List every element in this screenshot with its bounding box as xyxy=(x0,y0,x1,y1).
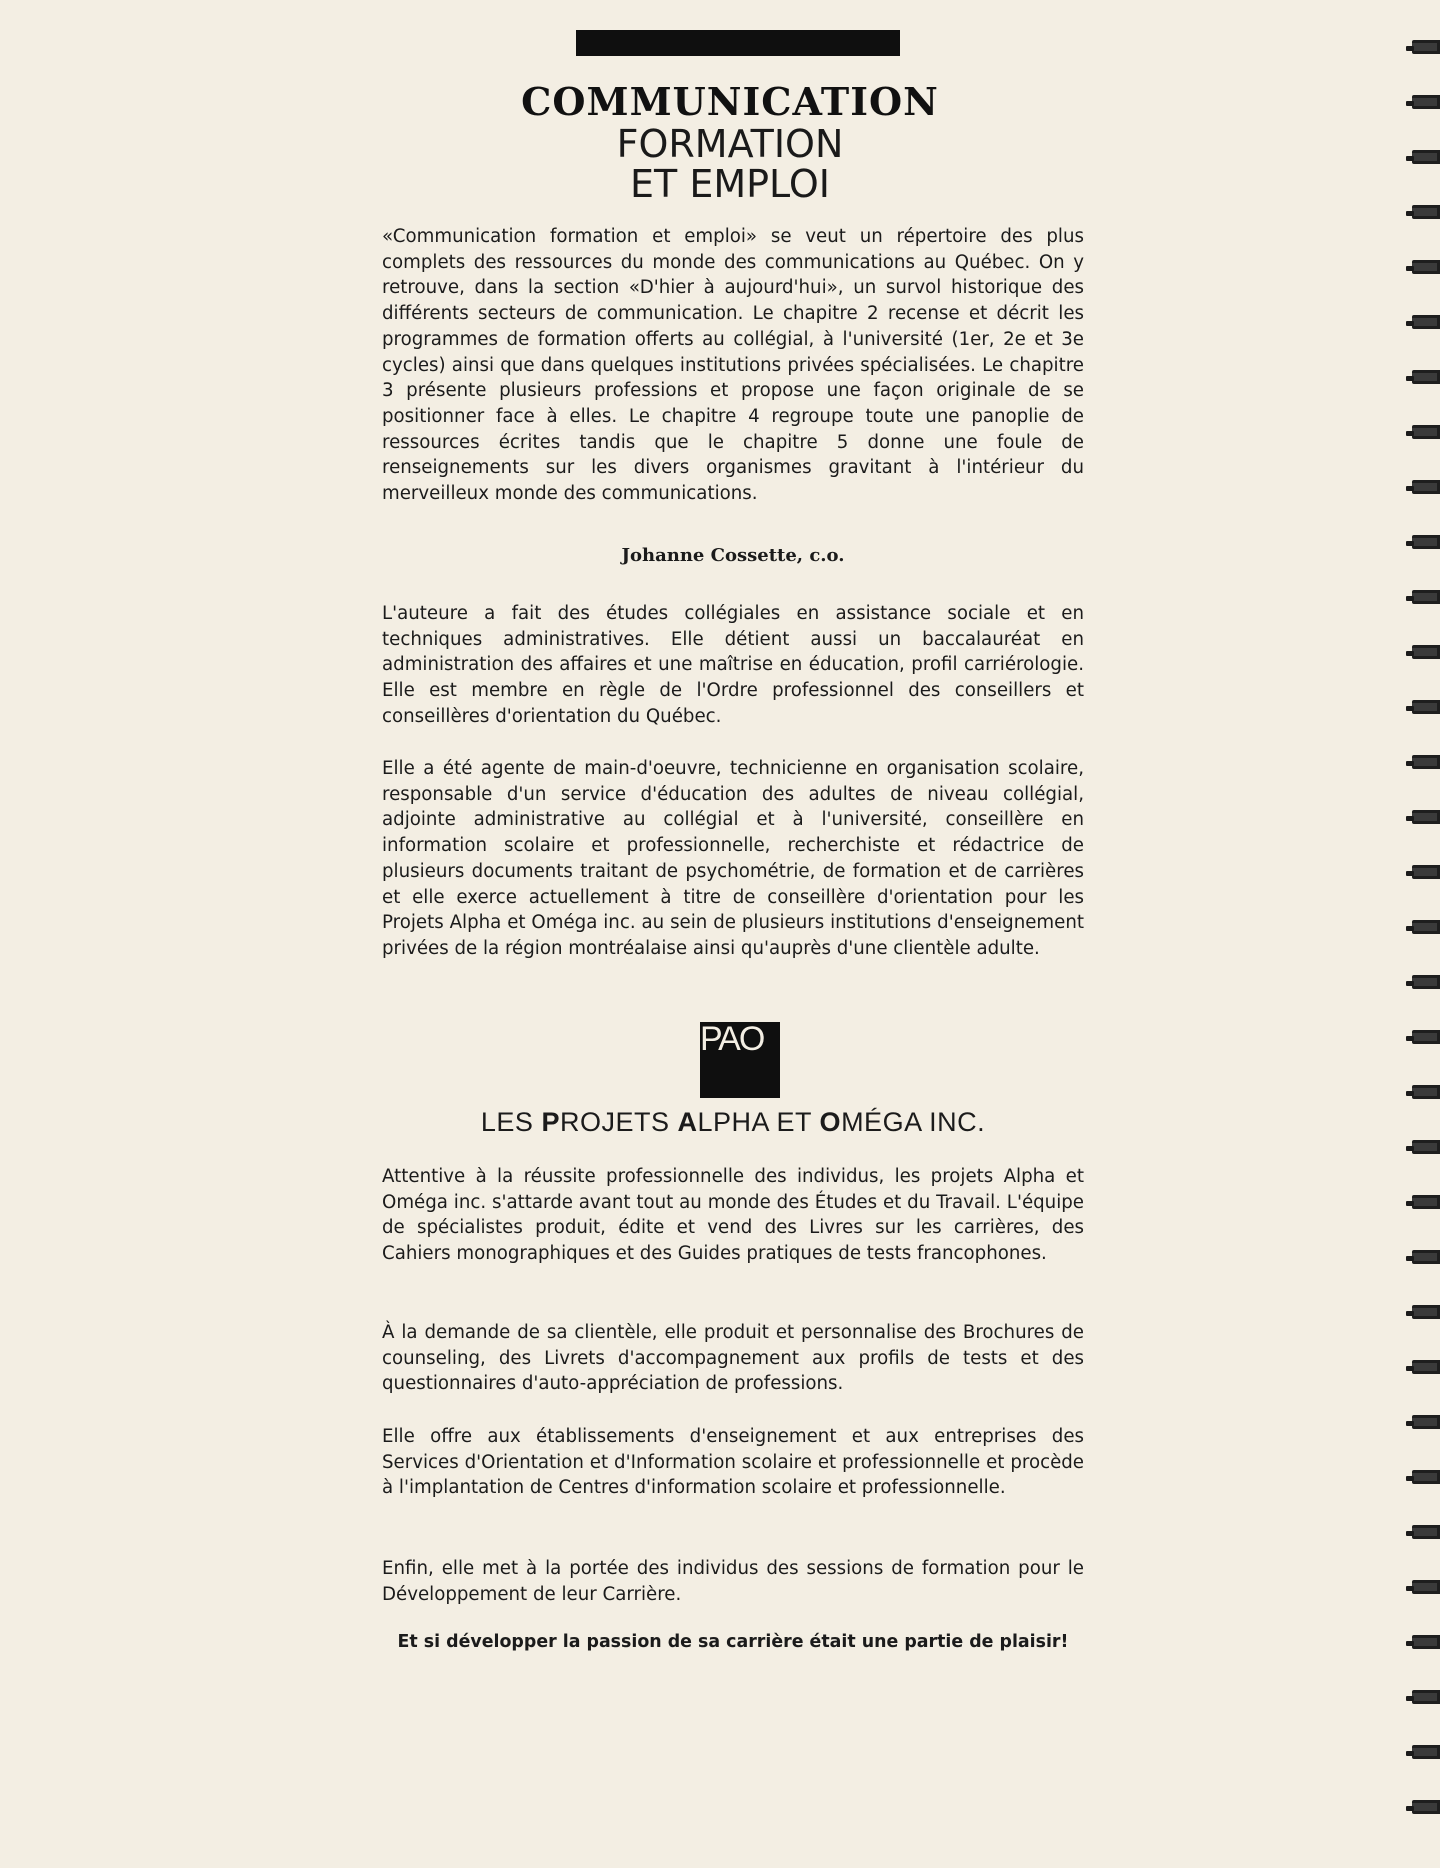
intro-paragraph: «Communication formation et emploi» se veut un répertoire des plus complets des ressources du monde des communications au Québec. On y retrouve, dans la section «D'hier à aujourd'hui», un survol historique des différents secteurs de communication. Le chapitre 2 recense et décrit les programmes de formation offerts au collégial, à l'université (1er, 2e et 3e cycles) ainsi que dans quelques institutions privées spécialisées. Le chapitre 3 présente plusieurs professions et propose une façon originale de se positionner face à elles. Le chapitre 4 regroupe toute une panoplie de ressources écrites tandis que le chapitre 5 donne une foule de renseignements sur les divers organismes gravitant à l'intérieur du merveilleux monde des communications. xyxy=(382,226,1084,505)
binding-ring xyxy=(1412,1525,1440,1539)
binding-ring xyxy=(1412,150,1440,164)
binding-ring xyxy=(1412,425,1440,439)
company-name-initial-a: A xyxy=(677,1107,698,1137)
binding-ring xyxy=(1412,920,1440,934)
binding-ring xyxy=(1412,1030,1440,1044)
author-bio-paragraph-1: L'auteure a fait des études collégiales en assistance sociale et en techniques administratives. Elle détient aussi un baccalauréat en administration des affaires et une maîtrise en éducation, profil carriérologie. Elle est membre en règle de l'Ordre professionnel des conseillers et conseillères d'orientation du Québec. xyxy=(382,603,1084,727)
pao-logo xyxy=(700,1022,780,1098)
company-name-part: LES xyxy=(480,1107,542,1137)
binding-ring xyxy=(1412,1580,1440,1594)
binding-ring xyxy=(1412,480,1440,494)
company-name-part: LPHA ET xyxy=(697,1107,820,1137)
company-name-initial-p: P xyxy=(541,1107,560,1137)
closing-statement: Et si développer la passion de sa carrière était une partie de plaisir! xyxy=(397,1632,1069,1652)
binding-ring xyxy=(1412,1085,1440,1099)
binding-ring xyxy=(1412,700,1440,714)
binding-ring xyxy=(1412,1140,1440,1154)
binding-ring xyxy=(1412,1360,1440,1374)
company-name-part: ROJETS xyxy=(559,1107,678,1137)
binding-ring xyxy=(1412,1800,1440,1814)
binding-ring xyxy=(1412,1635,1440,1649)
title-block xyxy=(460,80,1000,204)
binding-ring xyxy=(1412,205,1440,219)
binding-ring xyxy=(1412,535,1440,549)
header-black-bar xyxy=(576,30,900,56)
logo-text: PAO xyxy=(700,1020,764,1058)
binding-ring xyxy=(1412,1305,1440,1319)
binding-ring xyxy=(1412,315,1440,329)
company-paragraph-2: À la demande de sa clientèle, elle produit et personnalise des Brochures de counseling, des Livrets d'accompagnement aux profils de tests et des questionnaires d'auto-appréciation de professions. xyxy=(382,1322,1084,1395)
author-bio-paragraph-2: Elle a été agente de main-d'oeuvre, technicienne en organisation scolaire, responsable d'un service d'éducation des adultes de niveau collégial, adjointe administrative au collégial et à l'université, conseillère en information scolaire et professionnelle, recherchiste et rédactrice de plusieurs documents traitant de psychométrie, de formation et de carrières et elle exerce actuellement à titre de conseillère d'orientation pour les Projets Alpha et Oméga inc. au sein de plusieurs institutions d'enseignement privées de la région montréalaise ainsi qu'auprès d'une clientèle adulte. xyxy=(382,758,1084,959)
binding-ring xyxy=(1412,1470,1440,1484)
binding-ring xyxy=(1412,370,1440,384)
page-subtitle-line-2: ET EMPLOI xyxy=(630,162,830,206)
spiral-binding xyxy=(1408,30,1440,1860)
binding-ring xyxy=(1412,1745,1440,1759)
binding-ring xyxy=(1412,975,1440,989)
company-paragraph-3: Elle offre aux établissements d'enseignement et aux entreprises des Services d'Orientation et d'Information scolaire et professionnelle et procède à l'implantation de Centres d'information scolaire et professionnelle. xyxy=(382,1426,1084,1499)
company-name-part: MÉGA INC. xyxy=(841,1107,986,1137)
binding-ring xyxy=(1412,1195,1440,1209)
binding-ring xyxy=(1412,1415,1440,1429)
company-name-initial-o: O xyxy=(819,1107,842,1137)
company-paragraph-4: Enfin, elle met à la portée des individus des sessions de formation pour le Développement de leur Carrière. xyxy=(382,1558,1084,1605)
binding-ring xyxy=(1412,590,1440,604)
author-name: Johanne Cossette, c.o. xyxy=(621,545,845,566)
company-paragraph-1: Attentive à la réussite professionnelle des individus, les projets Alpha et Oméga inc. s'attarde avant tout au monde des Études et du Travail. L'équipe de spécialistes produit, édite et vend des Livres sur les carrières, des Cahiers monographiques et des Guides pratiques de tests francophones. xyxy=(382,1166,1084,1265)
binding-ring xyxy=(1412,260,1440,274)
binding-ring xyxy=(1412,645,1440,659)
binding-ring xyxy=(1412,865,1440,879)
company-name xyxy=(382,1106,1084,1138)
binding-ring xyxy=(1412,1690,1440,1704)
binding-ring xyxy=(1412,810,1440,824)
page-subtitle-line-1: FORMATION xyxy=(616,122,844,166)
binding-ring xyxy=(1412,95,1440,109)
page-title: COMMUNICATION xyxy=(521,79,939,124)
binding-ring xyxy=(1412,1250,1440,1264)
binding-ring xyxy=(1412,755,1440,769)
binding-ring xyxy=(1412,40,1440,54)
